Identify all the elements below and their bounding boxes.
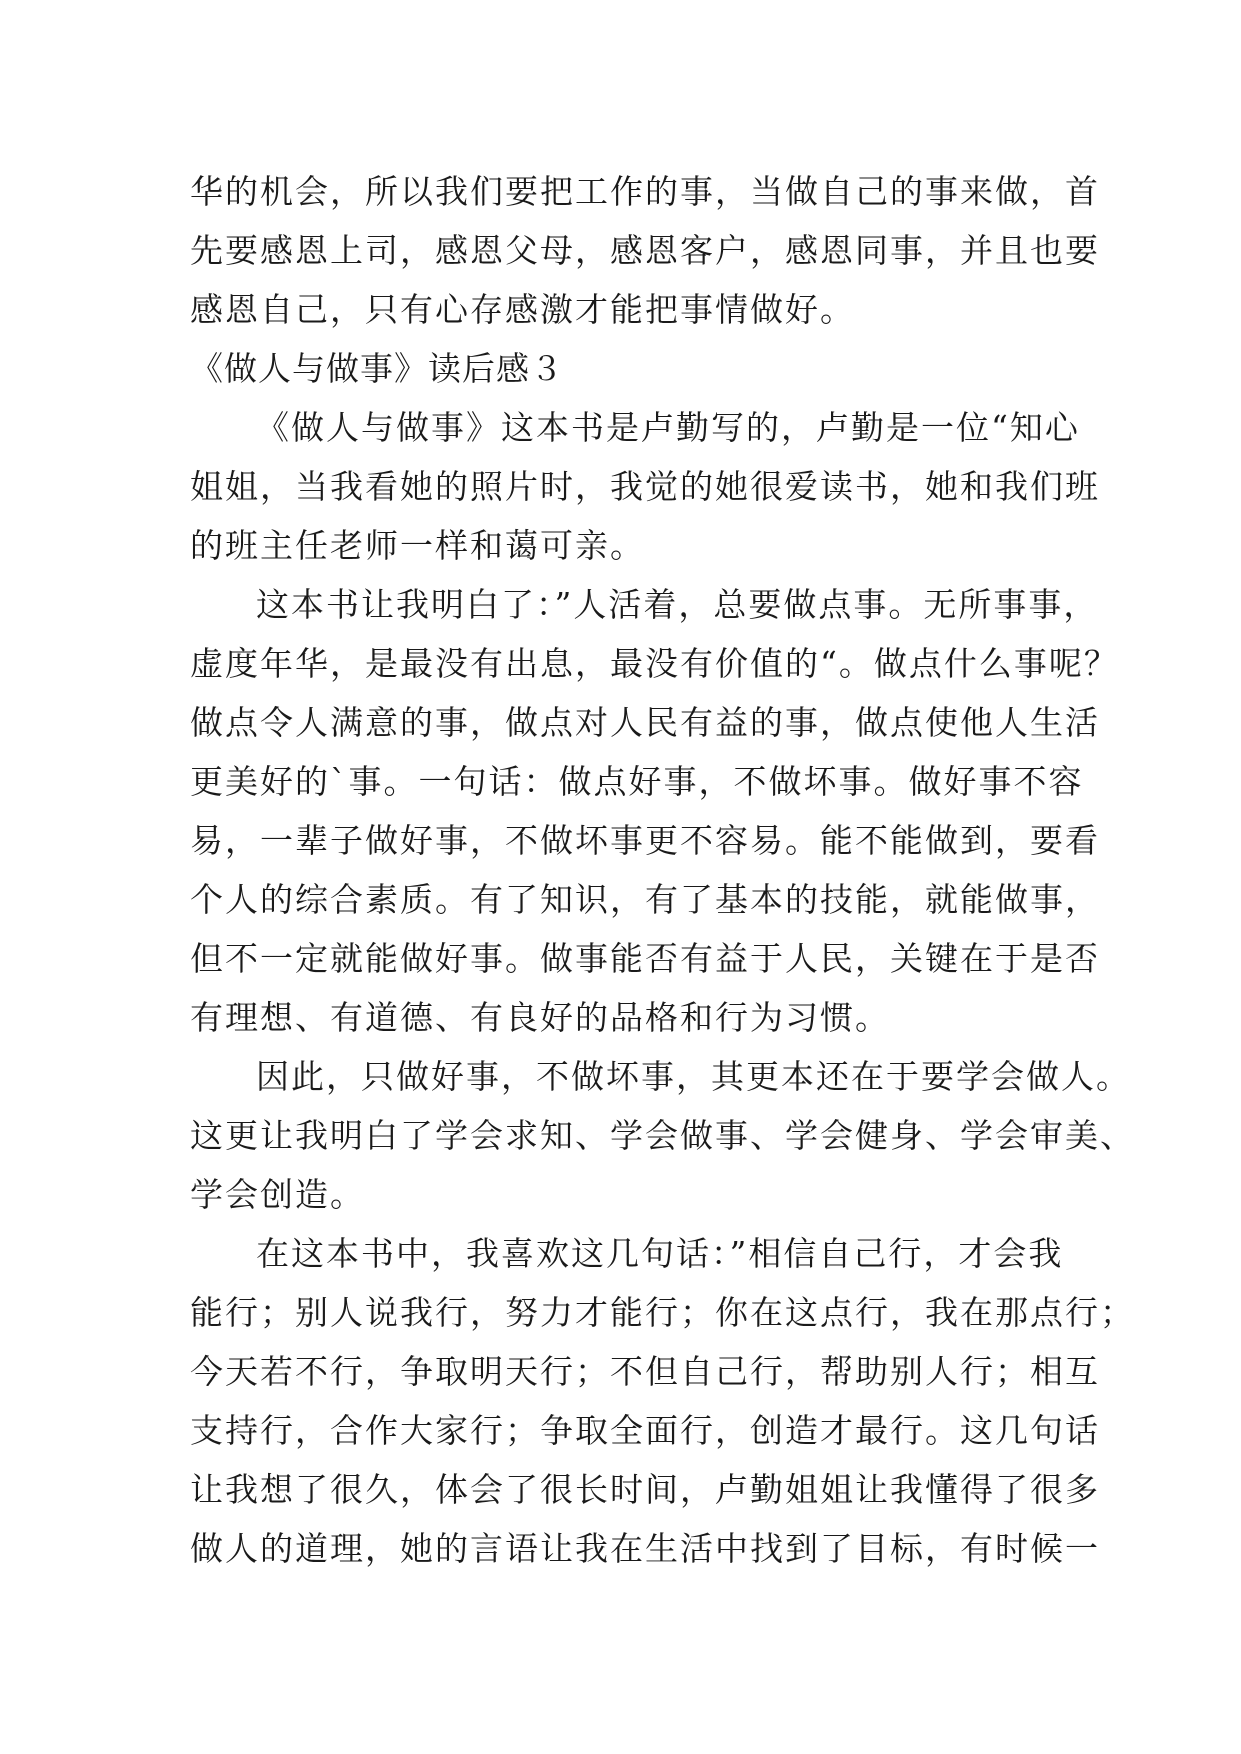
text-line: 因此，只做好事，不做坏事，其更本还在于要学会做人。	[256, 1057, 1131, 1096]
text-line: 华的机会，所以我们要把工作的事，当做自己的事来做，首	[190, 172, 1100, 211]
text-line: 姐姐，当我看她的照片时，我觉的她很爱读书，她和我们班	[190, 467, 1100, 506]
text-line: 今天若不行，争取明天行；不但自己行，帮助别人行；相互	[190, 1352, 1100, 1391]
text-line: 能行；别人说我行，努力才能行；你在这点行，我在那点行；	[190, 1293, 1135, 1332]
paragraph-conclusion	[190, 1047, 1135, 1224]
section-heading	[190, 339, 1060, 398]
paragraph-quotes	[190, 1224, 1135, 1578]
text-line: 更美好的`事。一句话：做点好事，不做坏事。做好事不容	[190, 762, 1084, 801]
text-line: 在这本书中，我喜欢这几句话：”相信自己行，才会我	[256, 1234, 1064, 1273]
text-line: 这本书让我明白了：”人活着，总要做点事。无所事事，	[256, 585, 1099, 624]
text-line: 做人的道理，她的言语让我在生活中找到了目标，有时候一	[190, 1529, 1100, 1568]
text-line: 有理想、有道德、有良好的品格和行为习惯。	[190, 998, 890, 1037]
text-line: 学会创造。	[190, 1175, 365, 1214]
text-line: 易，一辈子做好事，不做坏事更不容易。能不能做到，要看	[190, 821, 1100, 860]
text-line: 《做人与做事》这本书是卢勤写的，卢勤是一位“知心	[256, 408, 1080, 447]
text-line: 的班主任老师一样和蔼可亲。	[190, 526, 645, 565]
text-line: 但不一定就能做好事。做事能否有益于人民，关键在于是否	[190, 939, 1100, 978]
text-line: 个人的综合素质。有了知识，有了基本的技能，就能做事，	[190, 880, 1100, 919]
text-line: 做点令人满意的事，做点对人民有益的事，做点使他人生活	[190, 703, 1100, 742]
paragraph-continuation	[190, 162, 1100, 339]
text-line: 支持行，合作大家行；争取全面行，创造才最行。这几句话	[190, 1411, 1100, 1450]
paragraph-lesson	[190, 575, 1119, 1047]
paragraph-intro	[190, 398, 1100, 575]
text-line: 先要感恩上司，感恩父母，感恩客户，感恩同事，并且也要	[190, 231, 1100, 270]
document-page	[190, 162, 1135, 1578]
text-line: 虚度年华，是最没有出息，最没有价值的“。做点什么事呢？	[190, 644, 1119, 683]
heading-text: 《做人与做事》读后感３	[190, 349, 564, 388]
text-line: 这更让我明白了学会求知、学会做事、学会健身、学会审美、	[190, 1116, 1135, 1155]
text-line: 让我想了很久，体会了很长时间，卢勤姐姐让我懂得了很多	[190, 1470, 1100, 1509]
text-line: 感恩自己，只有心存感激才能把事情做好。	[190, 290, 855, 329]
